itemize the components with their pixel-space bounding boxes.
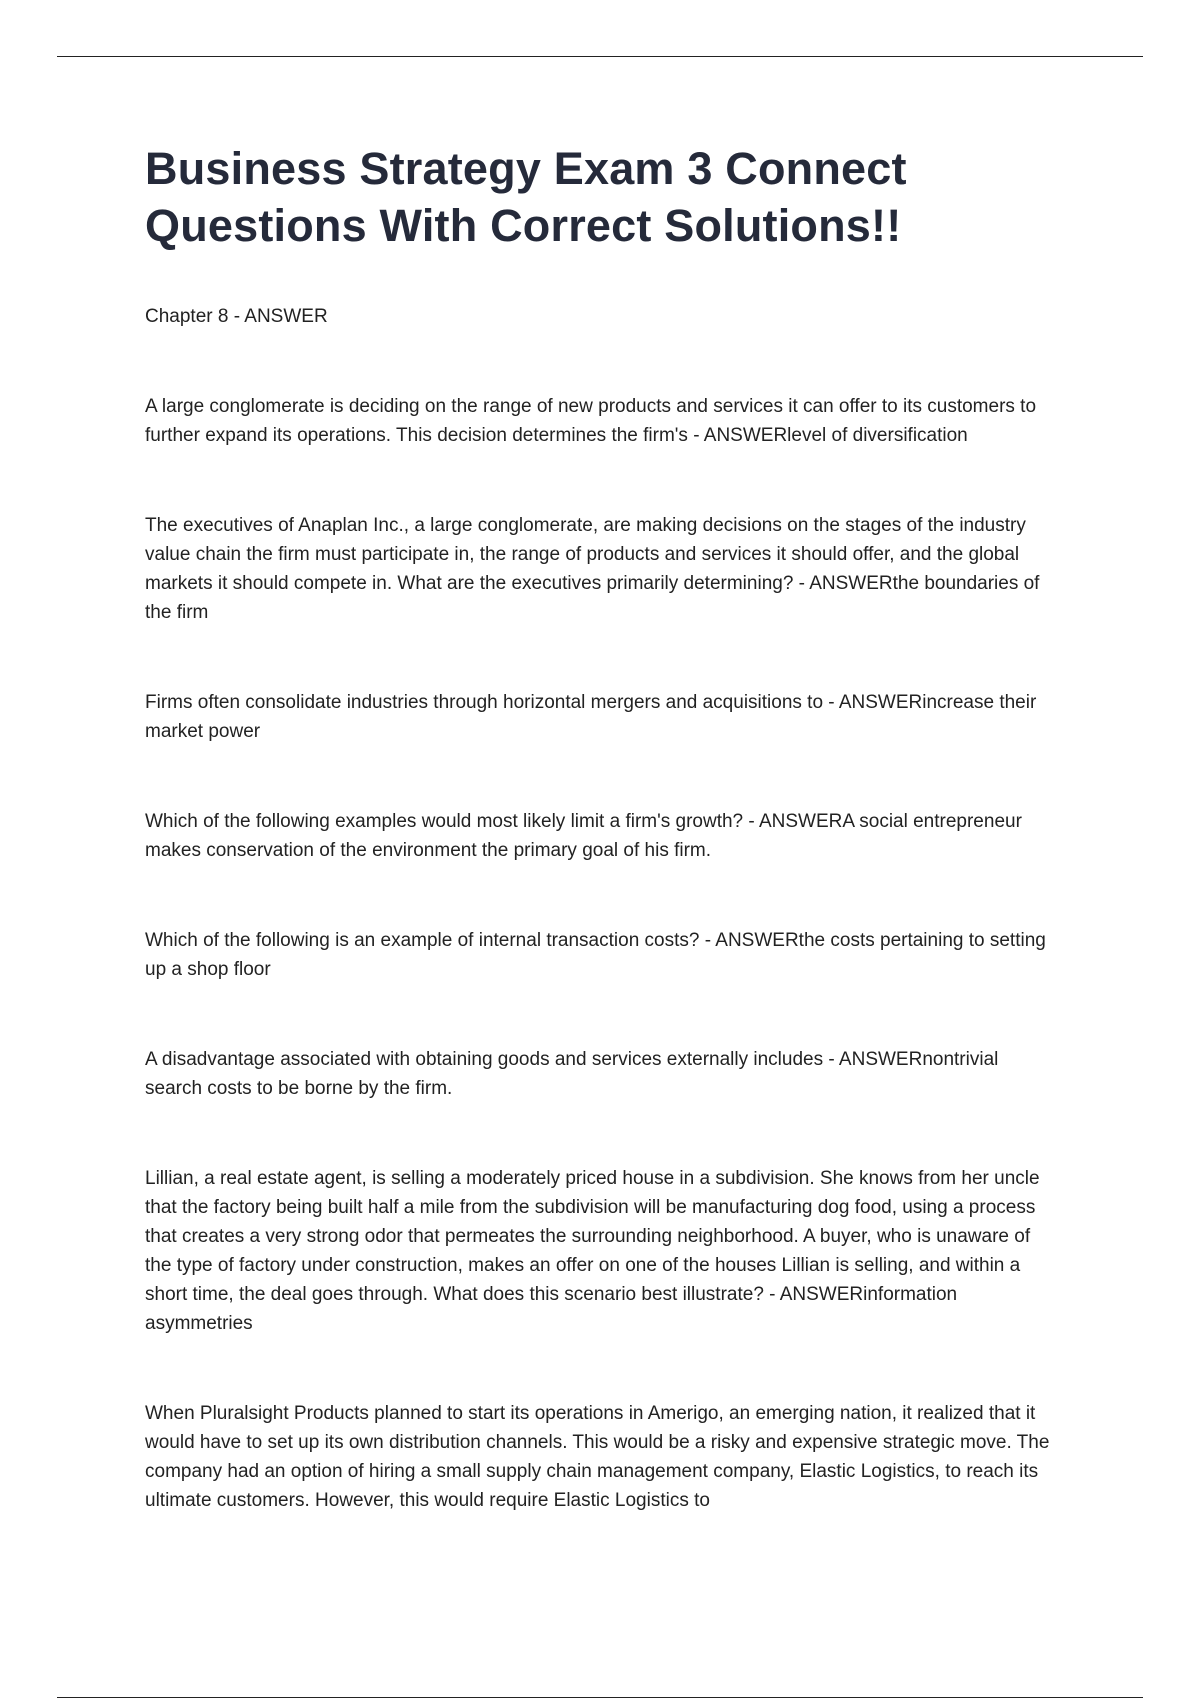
qa-item-4: Which of the following examples would most likely limit a firm's growth? - ANSWERA social entrepreneur makes conservation of the environment the primary goal of his firm. xyxy=(145,811,1022,861)
qa-item-5: Which of the following is an example of internal transaction costs? - ANSWERthe costs pertaining to setting up a shop floor xyxy=(145,930,1046,980)
qa-item-6: A disadvantage associated with obtaining goods and services externally includes - ANSWERnontrivial search costs to be borne by the firm. xyxy=(145,1049,999,1099)
bottom-divider xyxy=(57,1697,1143,1698)
document-title: Business Strategy Exam 3 Connect Questions With Correct Solutions!! xyxy=(145,143,907,251)
qa-item-7: Lillian, a real estate agent, is selling a moderately priced house in a subdivision. She knows from her uncle that the factory being built half a mile from the subdivision will be manufacturing dog food, using a process that creates a very strong odor that permeates the surrounding neighborhood. A buyer, who is unaware of the type of factory under construction, makes an offer on one of the houses Lillian is selling, and within a short time, the deal goes through. What does this scenario best illustrate? - ANSWERinformation asymmetries xyxy=(145,1168,1040,1334)
chapter-heading: Chapter 8 - ANSWER xyxy=(145,306,328,327)
document-body xyxy=(145,140,1055,1534)
qa-item-3: Firms often consolidate industries through horizontal mergers and acquisitions to - ANSWERincrease their market power xyxy=(145,692,1037,742)
top-divider xyxy=(57,56,1143,57)
qa-item-1: A large conglomerate is deciding on the range of new products and services it can offer to its customers to further expand its operations. This decision determines the firm's - ANSWERlevel of diversification xyxy=(145,396,1037,446)
qa-item-8: When Pluralsight Products planned to start its operations in Amerigo, an emerging nation, it realized that it would have to set up its own distribution channels. This would be a risky and expensive strategic move. The company had an option of hiring a small supply chain management company, Elastic Logistics, to reach its ultimate customers. However, this would require Elastic Logistics to xyxy=(145,1403,1050,1511)
qa-item-2: The executives of Anaplan Inc., a large conglomerate, are making decisions on the stages of the industry value chain the firm must participate in, the range of products and services it should offer, and the global markets it should compete in. What are the executives primarily determining? - ANSWERthe boundaries of the firm xyxy=(145,515,1040,623)
